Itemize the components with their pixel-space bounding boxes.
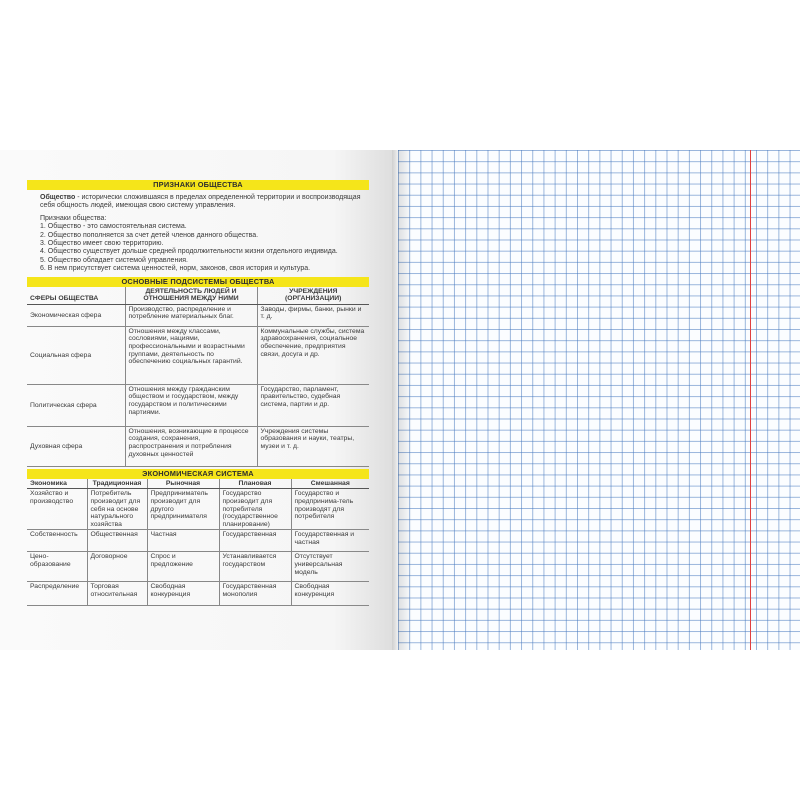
table-cell: Производство, распределение и потребление материальных благ.: [125, 304, 257, 326]
table-cell: Государственная: [219, 530, 291, 552]
notebook-spread: [0, 150, 800, 650]
table-cell: Государство и предпринима-тель производят для потребителя: [291, 489, 369, 530]
society-definition: [40, 194, 369, 211]
list-item: 2. Общество пополняется за счет детей членов данного общества.: [40, 231, 259, 239]
table-row: [27, 426, 369, 466]
table-row: [27, 304, 369, 326]
column-header: Традиционная: [87, 479, 147, 489]
table-cell: Договорное: [87, 552, 147, 582]
society-signs-list: [40, 215, 369, 274]
table-cell: Государство производит для потребителя (государственное планирование): [219, 489, 291, 530]
table-header-row: [27, 287, 369, 305]
column-header: СФЕРЫ ОБЩЕСТВА: [27, 287, 125, 305]
table-cell: Потребитель производит для себя на основе натурального хозяйства: [87, 489, 147, 530]
table-cell: Общественная: [87, 530, 147, 552]
table-cell: Распределение: [27, 582, 87, 606]
table-cell: Социальная сфера: [27, 326, 125, 384]
table-cell: Собственность: [27, 530, 87, 552]
table-cell: Духовная сфера: [27, 426, 125, 466]
column-header: УЧРЕЖДЕНИЯ (ОРГАНИЗАЦИИ): [257, 287, 369, 305]
column-header: Плановая: [219, 479, 291, 489]
section-title-subsystems: ОСНОВНЫЕ ПОДСИСТЕМЫ ОБЩЕСТВА: [27, 277, 369, 287]
table-cell: Экономическая сфера: [27, 304, 125, 326]
table-cell: Свободная конкуренция: [291, 582, 369, 606]
red-margin-line: [750, 150, 751, 650]
table-cell: Торговая относительная: [87, 582, 147, 606]
definition-text: - исторически сложившаяся в пределах определенной территории и воспроизводящая себя общность людей, имеющая свою систему управления.: [40, 194, 361, 210]
reference-content: [27, 180, 369, 606]
table-cell: Заводы, фирмы, банки, рынки и т. д.: [257, 304, 369, 326]
table-cell: Предприниматель производит для другого предпринимателя: [147, 489, 219, 530]
table-cell: Цено-образование: [27, 552, 87, 582]
column-header: Экономика: [27, 479, 87, 489]
signs-heading: Признаки общества:: [40, 214, 107, 222]
table-cell: Отсутствует универсальная модель: [291, 552, 369, 582]
table-cell: Устанавливается государством: [219, 552, 291, 582]
table-cell: Государственная и частная: [291, 530, 369, 552]
table-row: [27, 489, 369, 530]
section-title-economic-system: ЭКОНОМИЧЕСКАЯ СИСТЕМА: [27, 469, 369, 479]
list-item: 4. Общество существует дольше средней продолжительности жизни отдельного индивида.: [40, 248, 338, 256]
column-header: Рыночная: [147, 479, 219, 489]
table-row: [27, 552, 369, 582]
definition-term: Общество: [40, 194, 76, 201]
table-cell: Свободная конкуренция: [147, 582, 219, 606]
table-row: [27, 582, 369, 606]
economic-system-table: [27, 479, 369, 607]
column-header: ДЕЯТЕЛЬНОСТЬ ЛЮДЕЙ И ОТНОШЕНИЯ МЕЖДУ НИМИ: [125, 287, 257, 305]
column-header: Смешанная: [291, 479, 369, 489]
list-item: 1. Общество - это самостоятельная система.: [40, 223, 187, 231]
list-item: 3. Общество имеет свою территорию.: [40, 240, 164, 248]
subsystems-table: [27, 287, 369, 467]
table-cell: Отношения, возникающие в процессе создания, сохранения, распространения и потребления духовных ценностей: [125, 426, 257, 466]
table-cell: Коммунальные службы, система здравоохранения, социальное обеспечение, предприятия связи, досуга и др.: [257, 326, 369, 384]
table-cell: Отношения между классами, сословиями, нациями, профессиональными и возрастными группами, деятельность по обеспечению социальных гарантий.: [125, 326, 257, 384]
table-cell: Политическая сфера: [27, 384, 125, 426]
table-cell: Хозяйство и производство: [27, 489, 87, 530]
table-cell: Частная: [147, 530, 219, 552]
table-row: [27, 530, 369, 552]
table-header-row: [27, 479, 369, 489]
table-cell: Отношения между гражданским обществом и государством, между государством и политическими партиями.: [125, 384, 257, 426]
section-title-society-signs: ПРИЗНАКИ ОБЩЕСТВА: [27, 180, 369, 190]
table-cell: Государство, парламент, правительство, судебная система, партии и др.: [257, 384, 369, 426]
table-row: [27, 326, 369, 384]
table-cell: Учреждения системы образования и науки, театры, музеи и т. д.: [257, 426, 369, 466]
reference-page: [0, 150, 392, 650]
list-item: 6. В нем присутствует система ценностей, норм, законов, своя история и культура.: [40, 265, 311, 273]
table-cell: Спрос и предложение: [147, 552, 219, 582]
list-item: 5. Общество обладает системой управления.: [40, 256, 188, 264]
table-cell: Государственная монополия: [219, 582, 291, 606]
graph-paper-page: [398, 150, 800, 650]
table-row: [27, 384, 369, 426]
